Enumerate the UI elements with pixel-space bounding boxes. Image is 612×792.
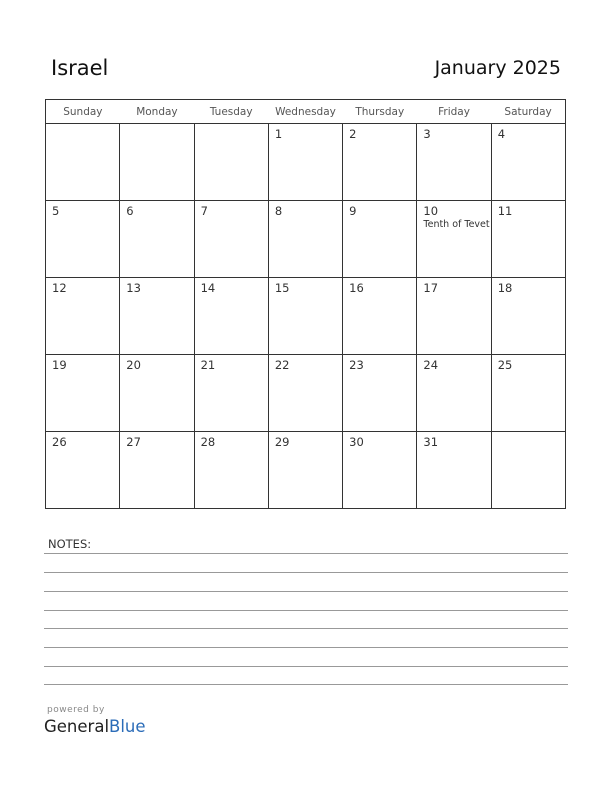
day-number [46, 124, 119, 127]
day-cell [491, 124, 565, 201]
week-row [46, 278, 566, 355]
day-cell [343, 278, 417, 355]
day-cell [194, 124, 268, 201]
day-number: 7 [200, 204, 208, 218]
week-row [46, 124, 566, 201]
calendar-grid [45, 99, 566, 509]
day-number: 26 [52, 435, 67, 449]
day-number: 29 [274, 435, 290, 449]
day-cell [417, 278, 491, 355]
day-number: 18 [497, 281, 513, 295]
day-cell [194, 432, 268, 509]
day-number: 24 [423, 358, 439, 372]
day-number: 8 [274, 204, 283, 218]
day-cell [194, 201, 268, 278]
day-number: 2 [349, 127, 357, 141]
country-title: Israel [51, 56, 109, 80]
day-cell [268, 201, 342, 278]
day-number [492, 432, 565, 435]
notes-line [44, 684, 568, 685]
weekday-header: Friday [417, 100, 491, 124]
week-row [46, 432, 566, 509]
day-number: 15 [274, 281, 290, 295]
day-cell [491, 201, 565, 278]
notes-line [44, 628, 568, 629]
day-cell [268, 278, 342, 355]
notes-line [44, 666, 568, 667]
day-cell [268, 124, 342, 201]
day-cell [417, 201, 491, 278]
day-number: 22 [274, 358, 290, 372]
week-row [46, 201, 566, 278]
weekday-header: Thursday [343, 100, 417, 124]
notes-line [44, 610, 568, 611]
day-number: 27 [126, 435, 141, 449]
day-number: 20 [126, 358, 141, 372]
day-number: 25 [497, 358, 513, 372]
day-number: 12 [52, 281, 67, 295]
day-cell [343, 201, 417, 278]
day-cell [417, 355, 491, 432]
day-number: 16 [349, 281, 364, 295]
weekday-header: Monday [120, 100, 194, 124]
weekday-header: Tuesday [194, 100, 268, 124]
notes-label: NOTES: [48, 537, 92, 551]
day-cell [194, 355, 268, 432]
day-cell [491, 355, 565, 432]
day-number: 11 [497, 204, 513, 218]
day-number: 6 [126, 204, 134, 218]
notes-line [44, 553, 568, 554]
notes-line [44, 572, 568, 573]
day-number: 5 [52, 204, 60, 218]
day-number: 4 [497, 127, 506, 141]
day-cell [343, 124, 417, 201]
week-row [46, 355, 566, 432]
weekday-header: Sunday [46, 100, 120, 124]
day-cell [417, 432, 491, 509]
day-number [120, 124, 193, 127]
day-cell [417, 124, 491, 201]
brand-name-part2: Blue [109, 717, 146, 736]
day-number: 1 [274, 127, 283, 141]
holiday-label: Tenth of Tevet [423, 219, 490, 230]
day-cell [268, 355, 342, 432]
day-cell [46, 201, 120, 278]
day-number [195, 124, 268, 127]
month-title: January 2025 [434, 57, 561, 79]
day-number: 23 [349, 358, 364, 372]
day-cell [120, 124, 194, 201]
day-cell [120, 432, 194, 509]
weekday-header: Wednesday [268, 100, 342, 124]
day-cell [46, 124, 120, 201]
day-cell [120, 355, 194, 432]
brand-name-part1: General [44, 717, 110, 736]
day-number: 30 [349, 435, 364, 449]
day-cell [268, 432, 342, 509]
day-number: 31 [423, 435, 439, 449]
brand-logo [44, 717, 146, 736]
day-cell [343, 355, 417, 432]
powered-by-label: powered by [47, 705, 105, 715]
day-cell [120, 278, 194, 355]
day-number: 14 [200, 281, 216, 295]
day-number: 13 [126, 281, 141, 295]
day-cell [491, 432, 565, 509]
day-cell [194, 278, 268, 355]
day-cell [120, 201, 194, 278]
notes-line [44, 647, 568, 648]
day-number: 9 [349, 204, 357, 218]
day-number: 19 [52, 358, 67, 372]
day-number: 28 [200, 435, 216, 449]
day-number: 17 [423, 281, 439, 295]
day-cell [46, 355, 120, 432]
day-cell [46, 432, 120, 509]
day-cell [46, 278, 120, 355]
notes-line [44, 591, 568, 592]
day-cell [491, 278, 565, 355]
day-cell [343, 432, 417, 509]
weekday-header: Saturday [491, 100, 565, 124]
day-number: 21 [200, 358, 216, 372]
day-number: 3 [423, 127, 431, 141]
day-number: 10 [423, 204, 439, 218]
weekday-header-row [46, 100, 566, 124]
